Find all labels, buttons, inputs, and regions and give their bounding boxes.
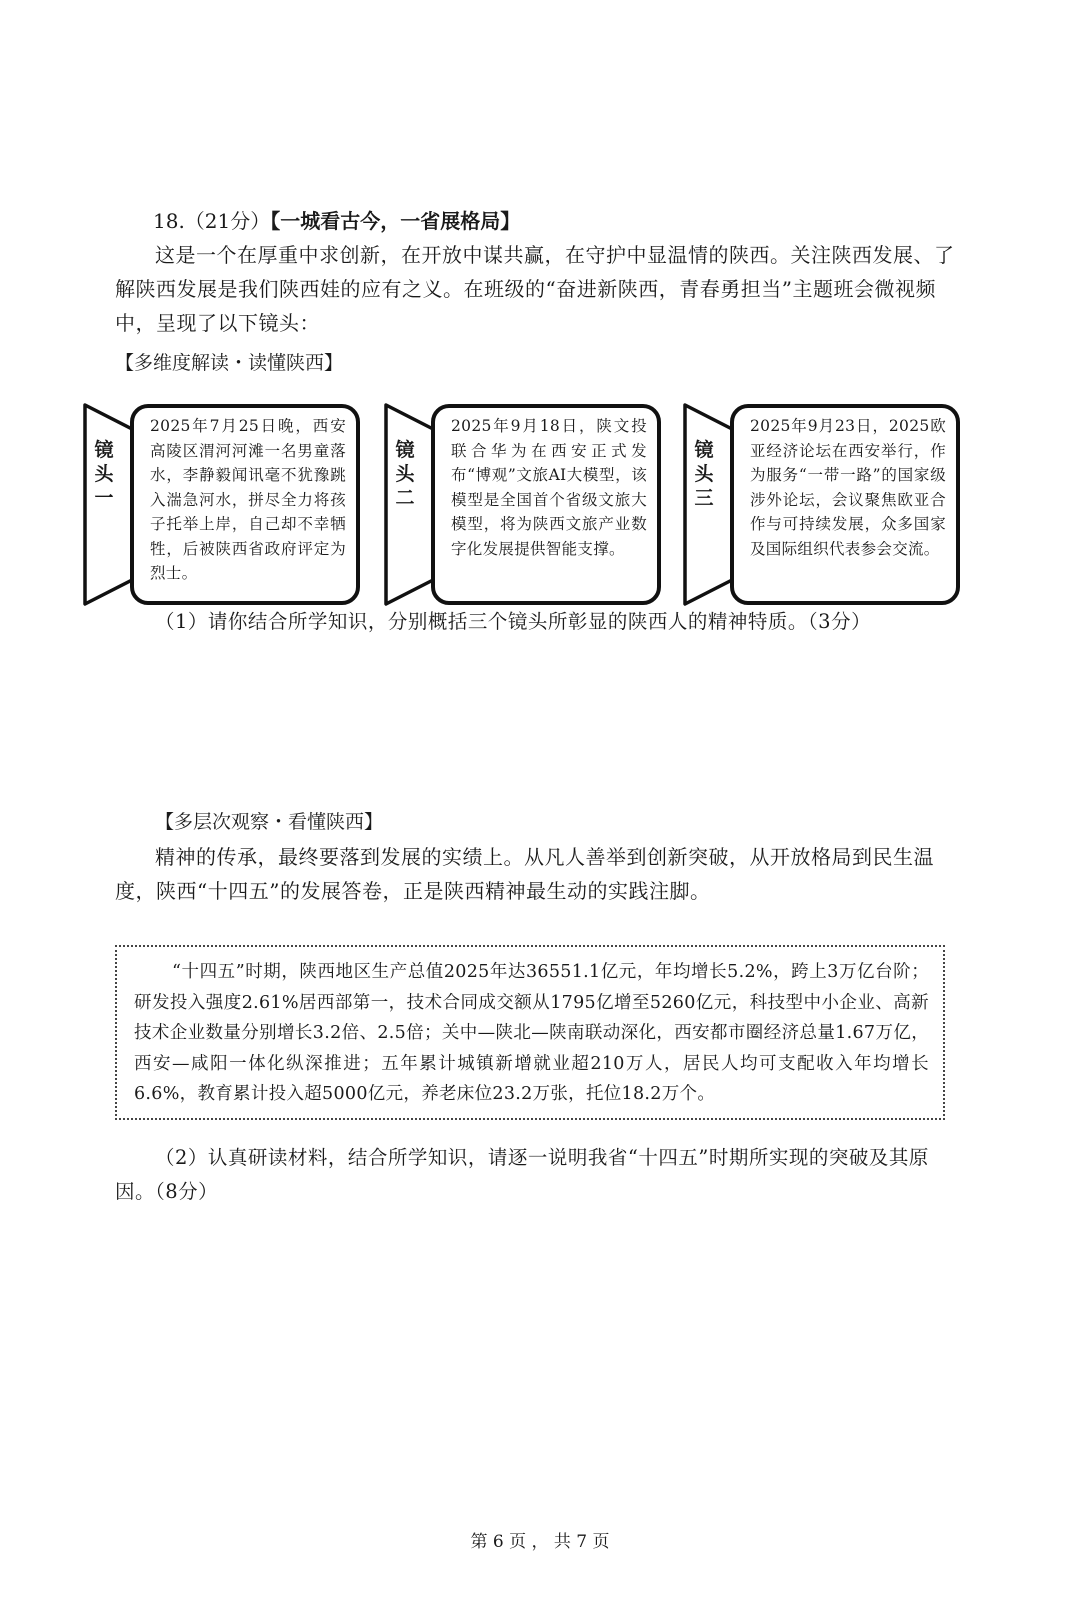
question-title: [153, 205, 520, 234]
section2-intro: 精神的传承，最终要落到发展的实绩上。从凡人善举到创新突破，从开放格局到民生温度，陕西“十四五”的发展答卷，正是陕西精神最生动的实践注脚。: [115, 845, 934, 903]
page-footer: 第 6 页 ， 共 7 页: [470, 1532, 610, 1552]
question-number: 18.（21分）: [153, 209, 271, 233]
sub-question-2: （2）认真研读材料，结合所学知识，请逐一说明我省“十四五”时期所实现的突破及其原因。（8分）: [115, 1146, 929, 1203]
lens-card-3: [682, 402, 962, 607]
lens-text: 2025年9月18日，陕文投联合华为在西安正式发布“博观”文旅AI大模型，该模型是全国首个省级文旅大模型，将为陕西文旅产业数字化发展提供智能支撑。: [451, 417, 647, 558]
lens-text: 2025年7月25日晚，西安高陵区渭河河滩一名男童落水，李静毅闻讯毫不犹豫跳入湍急河水，拼尽全力将孩子托举上岸，自己却不幸牺牲，后被陕西省政府评定为烈士。: [150, 417, 346, 582]
question-intro: 这是一个在厚重中求创新，在开放中谋共赢，在守护中显温情的陕西。关注陕西发展、了解陕西发展是我们陕西娃的应有之义。在班级的“奋进新陕西，青春勇担当”主题班会微视频中，呈现了以下镜头：: [115, 243, 955, 335]
lens-text: 2025年9月23日，2025欧亚经济论坛在西安举行，作为服务“一带一路”的国家级涉外论坛，会议聚焦欧亚合作与可持续发展，众多国家及国际组织代表参会交流。: [750, 417, 946, 558]
section1-heading: 【多维度解读・读懂陕西】: [115, 352, 344, 374]
sub-question-1: （1）请你结合所学知识，分别概括三个镜头所彰显的陕西人的精神特质。（3分）: [155, 610, 872, 633]
lens-card-2: [383, 402, 663, 607]
question-bracket-title: 【一城看古今，一省展格局】: [270, 209, 521, 233]
section2-heading: 【多层次观察・看懂陕西】: [155, 811, 384, 833]
lens-card-1: [82, 402, 362, 607]
lens-label: 镜头三: [694, 439, 714, 509]
lens-label: 镜头二: [395, 439, 415, 509]
material-text: “十四五”时期，陕西地区生产总值2025年达36551.1亿元，年均增长5.2%，跨上3万亿台阶；研发投入强度2.61%居西部第一，技术合同成交额从1795亿增至5260亿元，科技型中小企业、高新技术企业数量分别增长3.2倍、2.5倍；关中—陕北—陕南联动深化，西安都市圈经济总量1.67万亿，西安—咸阳一体化纵深推进；五年累计城镇新增就业超210万人，居民人均可支配收入年均增长6.6%，教育累计投入超5000亿元，养老床位23.2万张，托位18.2万个。: [134, 962, 929, 1104]
lens-label: 镜头一: [94, 439, 114, 509]
material-box: [115, 945, 945, 1120]
